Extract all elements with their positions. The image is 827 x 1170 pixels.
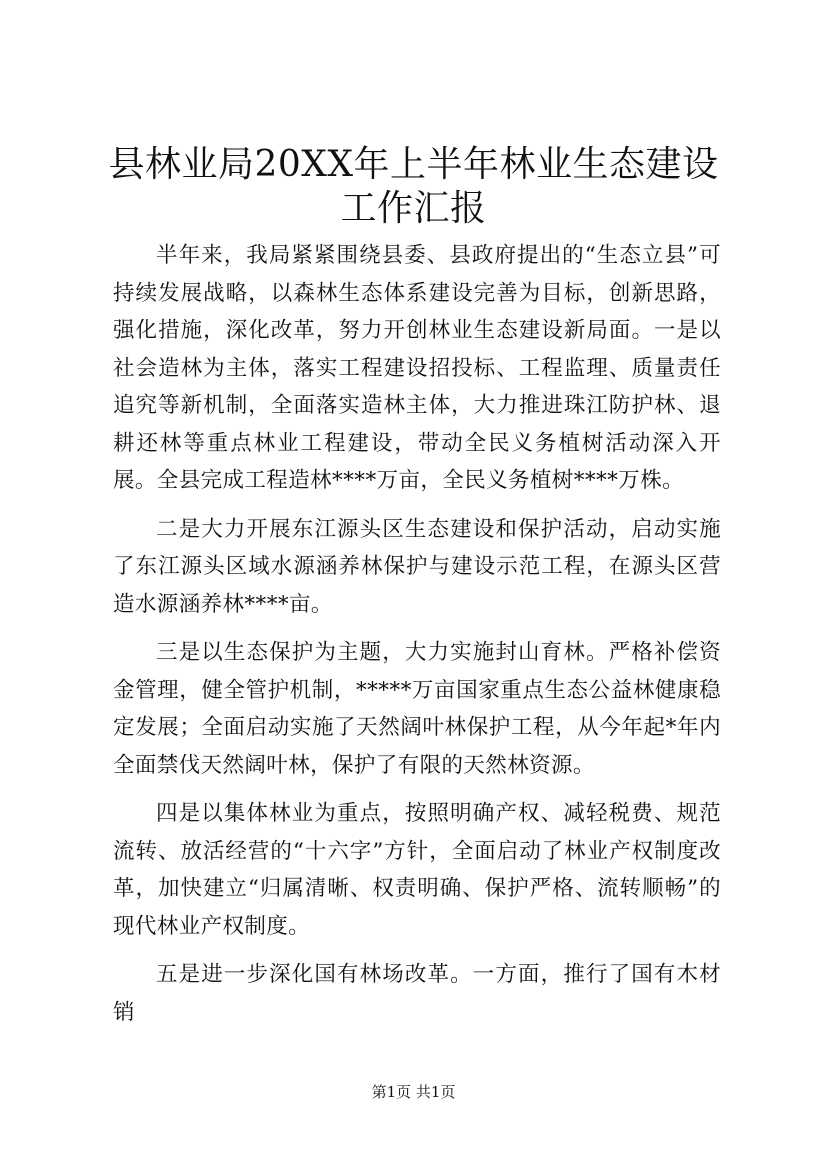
document-title: 县林业局20XX年上半年林业生态建设工作汇报 [108,144,719,229]
page-footer: 第1页 共1页 [371,1083,456,1101]
document-body [113,237,721,1042]
paragraph-1: 半年来，我局紧紧围绕县委、县政府提出的“生态立县”可持续发展战略，以森林生态体系建设完善为目标，创新思路，强化措施，深化改革，努力开创林业生态建设新局面。一是以社会造林为主体，落实工程建设招投标、工程监理、质量责任追究等新机制，全面落实造林主体，大力推进珠江防护林、退耕还林等重点林业工程建设，带动全民义务植树活动深入开展。全县完成工程造林****万亩，全民义务植树****万株。 [113,243,721,493]
paragraph-5: 五是进一步深化国有林场改革。一方面，推行了国有木材销 [113,962,721,1025]
paragraph-2: 二是大力开展东江源头区生态建设和保护活动，启动实施了东江源头区域水源涵养林保护与建设示范工程，在源头区营造水源涵养林****亩。 [113,516,721,617]
paragraph-3: 三是以生态保护为主题，大力实施封山育林。严格补偿资金管理，健全管护机制，*****万亩国家重点生态公益林健康稳定发展；全面启动实施了天然阔叶林保护工程，从今年起*年内全面禁伐天然阔叶林，保护了有限的天然林资源。 [113,640,721,778]
paragraph-4: 四是以集体林业为重点，按照明确产权、减轻税费、规范流转、放活经营的“十六字”方针，全面启动了林业产权制度改革，加快建立“归属清晰、权责明确、保护严格、流转顺畅”的现代林业产权制度。 [113,801,721,939]
